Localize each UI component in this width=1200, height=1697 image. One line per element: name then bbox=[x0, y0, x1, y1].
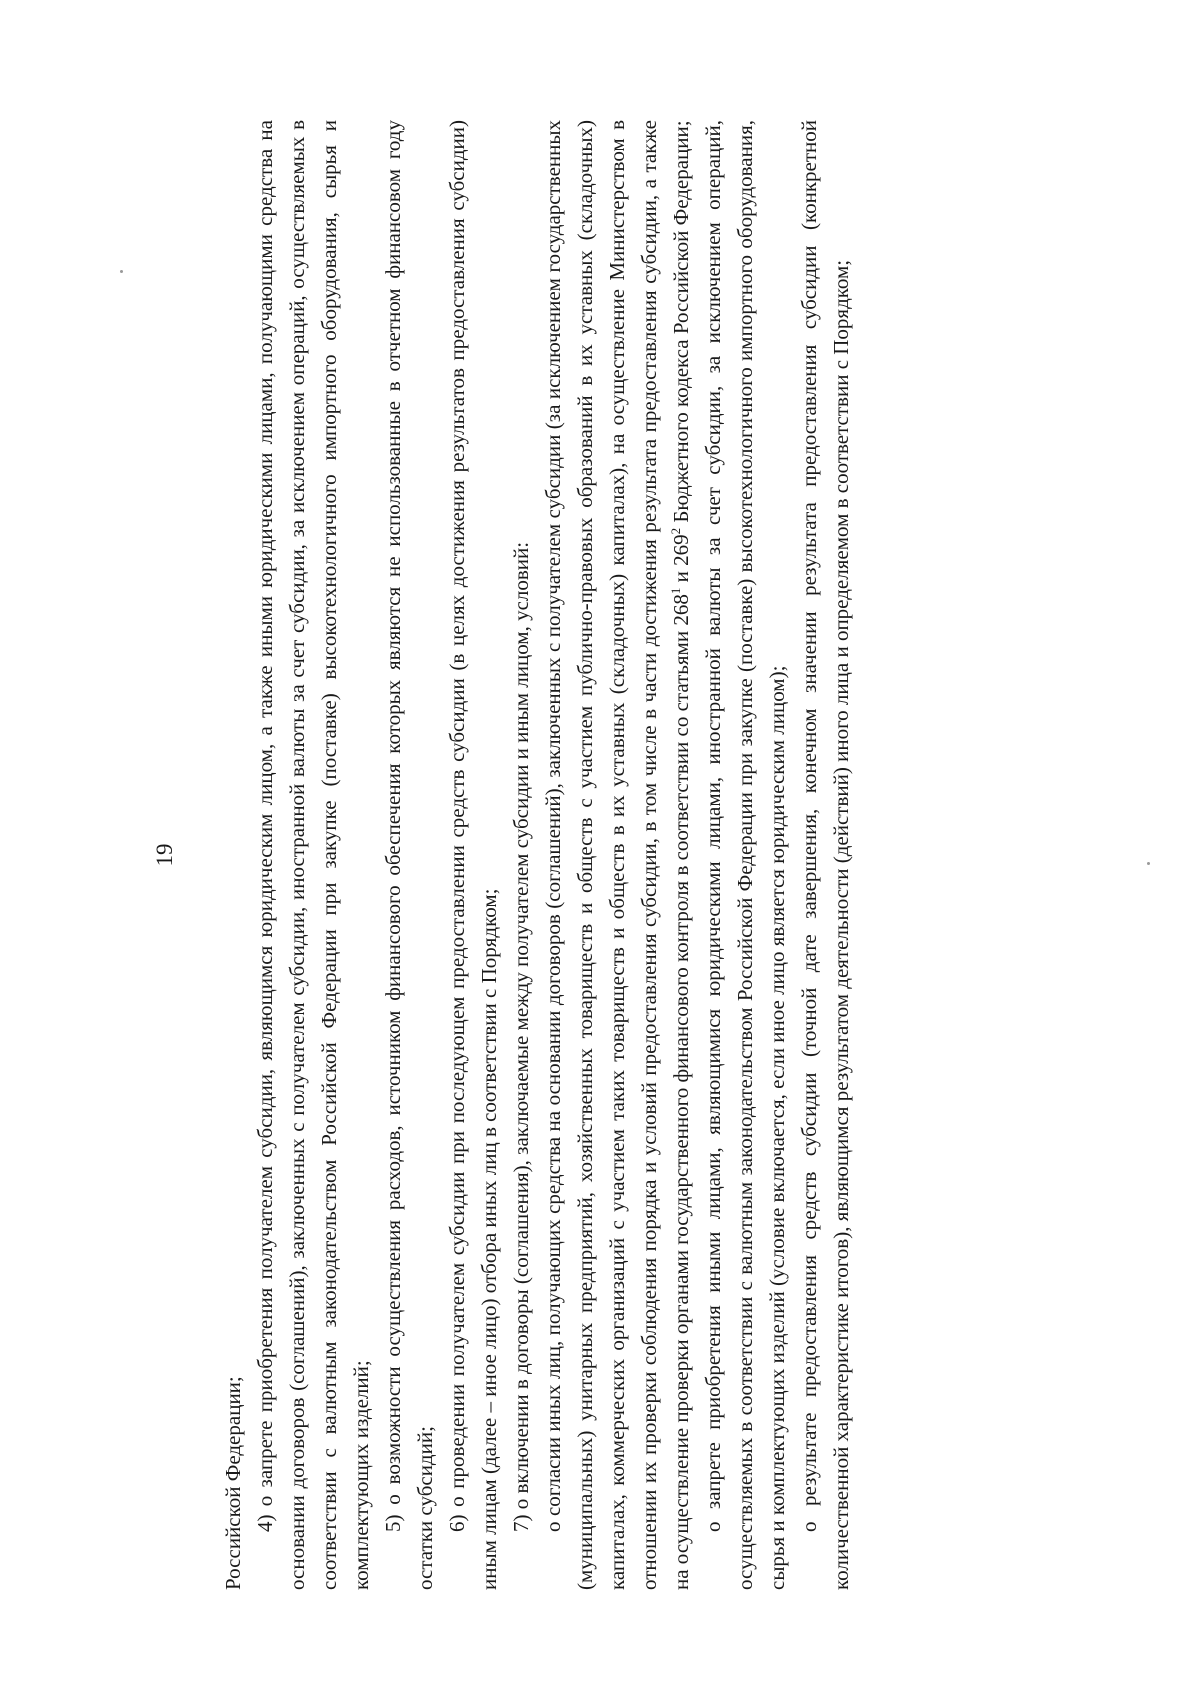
rotated-text-block bbox=[152, 120, 1035, 1590]
paragraph-text: о согласии иных лиц, получающих средства на основании договоров (соглашений), заключенных с получателем субсидии (за исключением государственных (муниципальных) унитарных предприятий, хозяйственных товариществ и обществ с участием публично-правовых образований в их уставных (складочных) капиталах, коммерческих организаций с участием таких товариществ и обществ в их уставных (складочных) капиталах), на осуществление Министерством в отношении их проверки соблюдения порядка и условий предоставления субсидии, в том числе в части достижения результата предоставления субсидии, а также на осуществление проверки органами государственного финансового контроля в соответствии со статьями bbox=[541, 120, 693, 1590]
paragraph: Российской Федерации; bbox=[221, 1376, 245, 1590]
article-number: 269 bbox=[669, 534, 693, 566]
article-superscript: 1 bbox=[668, 587, 683, 595]
paragraph bbox=[537, 120, 697, 1590]
conjunction: и bbox=[669, 571, 693, 583]
paragraph-text: Бюджетного кодекса Российской Федерации; bbox=[669, 120, 693, 523]
article-superscript: 2 bbox=[668, 527, 683, 535]
paragraph: 6) о проведении получателем субсидии при последующем предоставлении средств субсидии (в целях достижения результатов предоставления субсидии) иным лицам (далее – иное лицо) отбора иных лиц в соответствии с Порядком; bbox=[445, 120, 501, 1590]
paragraph: 7) о включении в договоры (соглашения), заключаемые между получателем субсидии и иным лицом, условий: bbox=[509, 541, 533, 1532]
paragraph: 5) о возможности осуществления расходов, источником финансового обеспечения которых являются не использованные в отчетном финансовом году остатки субсидий; bbox=[381, 120, 437, 1590]
paragraph: о запрете приобретения иными лицами, являющимися юридическими лицами, иностранной валюты за счет субсидии, за исключением операций, осуществляемых в соответствии с валютным законодательством Российской Федерации при закупке (поставке) высокотехнологичного импортного оборудования, сырья и комплектующих изделий (условие включается, если иное лицо является юридическим лицом); bbox=[701, 120, 789, 1590]
document-body bbox=[217, 120, 857, 1590]
scan-dot bbox=[1147, 862, 1150, 865]
page-number: 19 bbox=[152, 843, 177, 867]
scan-dot bbox=[120, 270, 123, 273]
paragraph: 4) о запрете приобретения получателем субсидии, являющимся юридическим лицом, а также иными юридическими лицами, получающими средства на основании договоров (соглашений), заключенных с получателем субсидии, иностранной валюты за счет субсидии, за исключением операций, осуществляемых в соответствии с валютным законодательством Российской Федерации при закупке (поставке) высокотехнологичного импортного оборудования, сырья и комплектующих изделий; bbox=[253, 120, 373, 1590]
paragraph: о результате предоставления средств субсидии (точной дате завершения, конечном значении результата предоставления субсидии (конкретной количественной характеристике итогов), являющимся результатом деятельности (действий) иного лица и определяемом в соответствии с Порядком; bbox=[797, 120, 853, 1590]
article-number: 268 bbox=[669, 594, 693, 626]
